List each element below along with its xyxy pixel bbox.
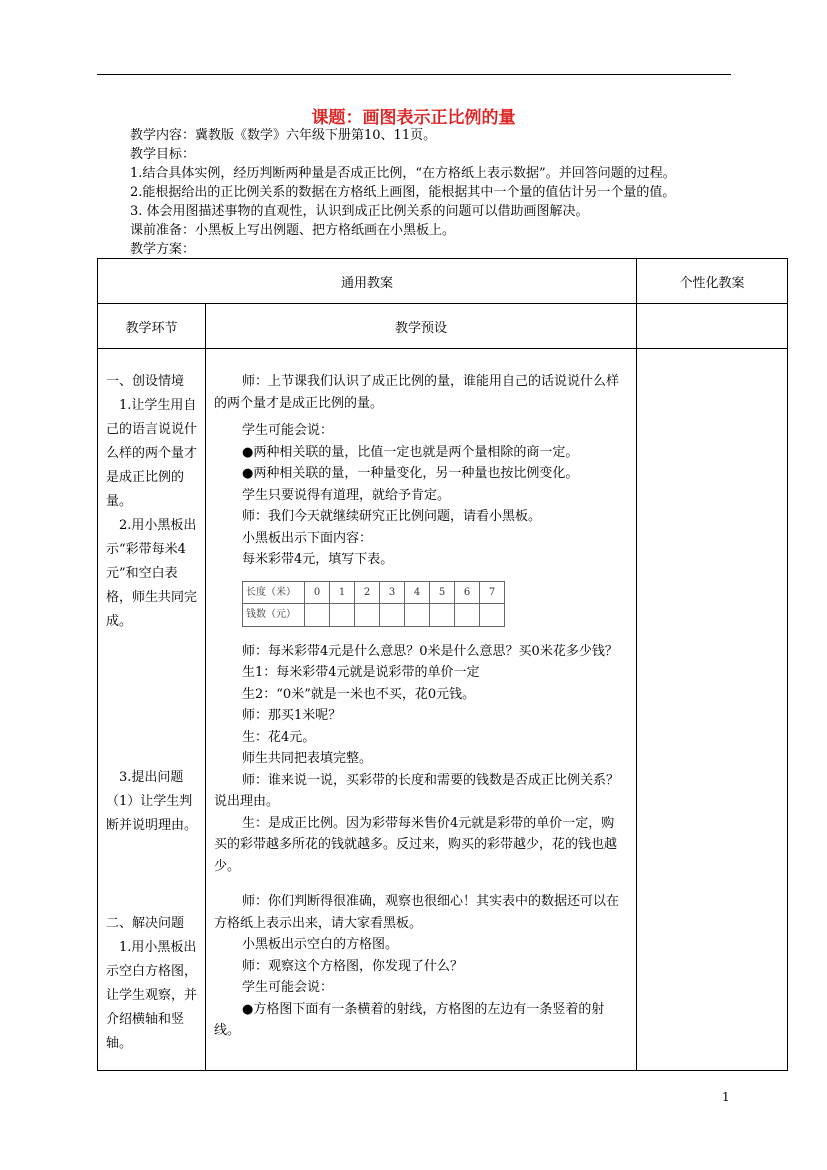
stage-block-1 (106, 370, 200, 634)
mini-cost-cell (305, 604, 330, 627)
text-p16: 生：是成正比例。因为彩带每米售价4元就是彩带的单价一定，购买的彩带越多所花的钱就越多。反过来，购买的彩带越少，花的钱也越少。 (214, 815, 618, 874)
text-p18: 小黑板出示空白的方格图。 (242, 937, 399, 952)
mini-cost-cell (405, 604, 430, 627)
personal-column (637, 349, 788, 1071)
text-p12: 师：那买1米呢？ (242, 708, 342, 723)
page-number: 1 (722, 1090, 730, 1104)
stage-2-step-1: 1.用小黑板出示空白方格图，让学生观察，并介绍横轴和竖轴。 (106, 940, 198, 1051)
stage-1-title: 一、创设情境 (106, 374, 185, 389)
text-p15: 师：谁来说一说，买彩带的长度和需要的钱数是否成正比例关系？说出理由。 (214, 772, 620, 809)
bullet-1: ●两种相关联的量，比值一定也就是两个量相除的商一定。 (242, 444, 579, 460)
text-p11: 生2：“0米”就是一米也不买，花0元钱。 (242, 686, 476, 702)
text-p14: 师生共同把表填完整。 (242, 751, 373, 766)
mini-row1-label: 长度（米） (243, 581, 305, 604)
mini-row2-label: 钱数（元） (243, 604, 305, 627)
mini-cost-cell (480, 604, 505, 627)
teaching-plan-heading: 教学方案： (130, 242, 196, 257)
mini-cost-cell (355, 604, 380, 627)
lesson-title: 课题：画图表示正比例的量 (311, 108, 516, 128)
mini-cost-cell (330, 604, 355, 627)
text-p10: 生1：每米彩带4元就是说彩带的单价一定 (242, 665, 480, 680)
goal-3: 3. 体会用图描述事物的直观性，认识到成正比例关系的问题可以借助画图解决。 (130, 204, 589, 219)
header-blank (637, 304, 788, 349)
mini-cost-cell (380, 604, 405, 627)
mini-len-6: 6 (455, 581, 480, 604)
mini-len-1: 1 (330, 581, 355, 604)
text-p17: 师：你们判断得很准确，观察也很细心！其实表中的数据还可以在方格纸上表示出来，请大家看黑板。 (214, 894, 620, 931)
text-p5: 学生只要说得有道理，就给予肯定。 (242, 487, 451, 503)
preparation: 课前准备：小黑板上写出例题、把方格纸画在小黑板上。 (130, 223, 456, 238)
stage-block-2 (106, 766, 200, 838)
header-personal: 个性化教案 (637, 259, 788, 304)
text-p20: 学生可能会说： (242, 980, 334, 995)
text-p2: 学生可能会说： (242, 423, 334, 438)
mini-len-5: 5 (430, 581, 455, 604)
text-p8: 每米彩带4元，填写下表。 (242, 552, 394, 567)
ribbon-price-table (242, 581, 505, 627)
stage-1-step-2: 2.用小黑板出示“彩带每米4元”和空白表格，师生共同完成。 (106, 518, 198, 629)
stage-1-step-3: 3.提出问题（1）让学生判断并说明理由。 (106, 770, 198, 833)
goal-1: 1.结合具体实例，经历判断两种量是否成正比例，“在方格纸上表示数据”。并回答问题的过程。 (130, 166, 676, 181)
teaching-goals-heading: 教学目标： (130, 147, 196, 162)
teaching-content: 教学内容：冀教版《数学》六年级下册第10、11页。 (130, 128, 437, 143)
top-rule (97, 74, 731, 75)
text-p19: 师：观察这个方格图，你发现了什么？ (242, 958, 464, 974)
bullet-3: ●方格图下面有一条横着的射线，方格图的左边有一条竖着的射线。 (214, 1001, 605, 1038)
header-stage: 教学环节 (98, 304, 206, 349)
stage-block-3 (106, 912, 200, 1056)
header-preset: 教学预设 (206, 304, 637, 349)
stage-column (98, 349, 206, 1071)
mini-cost-cell (455, 604, 480, 627)
bullet-2: ●两种相关联的量，一种量变化，另一种量也按比例变化。 (242, 466, 579, 481)
preset-column (206, 349, 637, 1071)
mini-cost-cell (430, 604, 455, 627)
mini-len-7: 7 (480, 581, 505, 604)
lesson-plan-table (97, 258, 788, 1071)
text-p13: 生：花4元。 (242, 729, 316, 745)
text-p7: 小黑板出示下面内容： (242, 530, 373, 546)
mini-len-0: 0 (305, 581, 330, 604)
mini-len-4: 4 (405, 581, 430, 604)
text-p9: 师：每米彩带4元是什么意思？0米是什么意思？买0米花多少钱？ (242, 643, 618, 659)
mini-len-3: 3 (380, 581, 405, 604)
stage-1-step-1: 1.让学生用自己的语言说说什么样的两个量才是成正比例的量。 (106, 398, 198, 509)
header-general: 通用教案 (98, 259, 637, 304)
stage-2-title: 二、解决问题 (106, 916, 185, 931)
mini-len-2: 2 (355, 581, 380, 604)
goal-2: 2.能根据给出的正比例关系的数据在方格纸上画图，能根据其中一个量的值估计另一个量的值。 (130, 185, 676, 200)
text-p1: 师：上节课我们认识了成正比例的量，谁能用自己的话说说什么样的两个量才是成正比例的量。 (214, 374, 620, 411)
text-p6: 师：我们今天就继续研究正比例问题，请看小黑板。 (242, 509, 542, 524)
